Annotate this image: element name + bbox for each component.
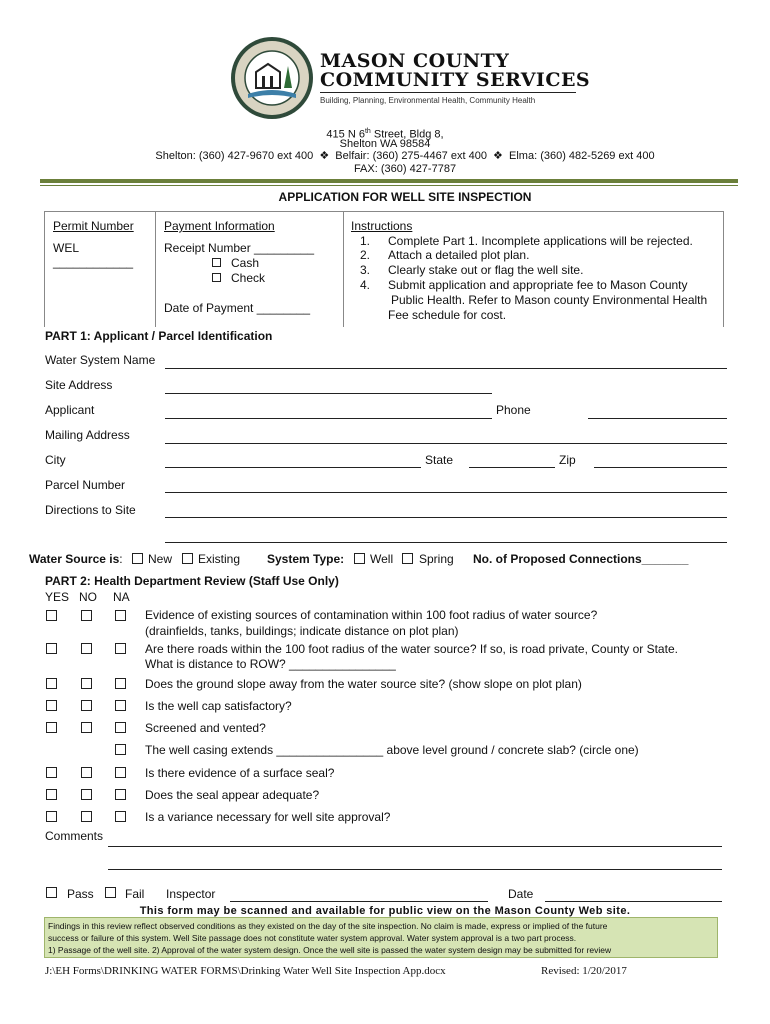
q7-yes-checkbox[interactable] <box>46 767 57 778</box>
part1-heading: PART 1: Applicant / Parcel Identification <box>45 329 273 343</box>
address-suffix: th <box>364 128 371 135</box>
instructions-heading: Instructions <box>351 219 413 233</box>
q9-text: Is a variance necessary for well site approval? <box>145 810 391 824</box>
cash-label: Cash <box>231 256 260 270</box>
well-type-checkbox[interactable] <box>354 553 365 564</box>
q5-text: Screened and vented? <box>145 721 266 735</box>
new-source-checkbox[interactable] <box>132 553 143 564</box>
water-system-name-field[interactable] <box>165 368 727 369</box>
q2-yes-checkbox[interactable] <box>46 643 57 654</box>
q7-no-checkbox[interactable] <box>81 767 92 778</box>
instruction-text-2: Attach a detailed plot plan. <box>388 248 530 262</box>
permit-number-field[interactable]: ____________ <box>53 255 134 269</box>
fax-number: FAX: (360) 427-7787 <box>353 163 457 175</box>
q5-na-checkbox[interactable] <box>115 722 126 733</box>
org-name-line2: COMMUNITY SERVICES <box>320 69 591 91</box>
q6-text: The well casing extends ________________ above level ground / concrete slab? (circle one) <box>145 743 639 757</box>
phone-field[interactable] <box>588 418 727 419</box>
spring-type-label: Spring <box>419 552 454 566</box>
water-source-colon: : <box>119 552 123 566</box>
spring-type-checkbox[interactable] <box>402 553 413 564</box>
instruction-num-1: 1. <box>360 234 371 248</box>
comments-field-line1[interactable] <box>108 846 722 847</box>
q3-text: Does the ground slope away from the water source site? (show slope on plot plan) <box>145 677 582 691</box>
q9-no-checkbox[interactable] <box>81 811 92 822</box>
q4-text: Is the well cap satisfactory? <box>145 699 292 713</box>
existing-source-label: Existing <box>198 552 241 566</box>
footer-file-path: J:\EH Forms\DRINKING WATER FORMS\Drinking Water Well Site Inspection App.docx <box>45 965 446 977</box>
q4-na-checkbox[interactable] <box>115 700 126 711</box>
zip-field[interactable] <box>594 467 727 468</box>
date-of-payment-field[interactable]: Date of Payment ________ <box>164 301 311 315</box>
address-street: 415 N 6 <box>326 128 365 141</box>
disclaimer-line1: Findings in this review reflect observed conditions as they existed on the day of the site inspection. No claim is made, express or implied of the future <box>48 921 608 931</box>
org-tagline: Building, Planning, Environmental Health, Community Health <box>320 96 536 105</box>
column-yes: YES <box>45 590 70 604</box>
pass-checkbox[interactable] <box>46 887 57 898</box>
parcel-number-field[interactable] <box>165 492 727 493</box>
q5-yes-checkbox[interactable] <box>46 722 57 733</box>
directions-field-line1[interactable] <box>165 517 727 518</box>
instruction-num-4: 4. <box>360 278 371 292</box>
q9-na-checkbox[interactable] <box>115 811 126 822</box>
fail-checkbox[interactable] <box>105 887 116 898</box>
city-label: City <box>45 453 66 467</box>
inspector-label: Inspector <box>166 887 216 901</box>
pass-label: Pass <box>67 887 94 901</box>
new-source-label: New <box>148 552 173 566</box>
water-source-label <box>29 552 123 566</box>
q8-no-checkbox[interactable] <box>81 789 92 800</box>
q9-yes-checkbox[interactable] <box>46 811 57 822</box>
q6-na-checkbox[interactable] <box>115 744 126 755</box>
q4-yes-checkbox[interactable] <box>46 700 57 711</box>
state-label: State <box>425 453 454 467</box>
directions-field-line2[interactable] <box>165 542 727 543</box>
footer-revised-date: Revised: 1/20/2017 <box>541 965 627 977</box>
mailing-address-label: Mailing Address <box>45 428 130 442</box>
org-name-line1: MASON COUNTY <box>320 50 510 72</box>
part2-heading: PART 2: Health Department Review (Staff Use Only) <box>45 574 339 588</box>
q1-text-cont: (drainfields, tanks, buildings; indicate distance on plot plan) <box>145 624 459 638</box>
instruction-text-4-cont2: Fee schedule for cost. <box>388 308 507 322</box>
comments-field-line2[interactable] <box>108 869 722 870</box>
date-field[interactable] <box>545 901 722 902</box>
applicant-label: Applicant <box>45 403 95 417</box>
q7-text: Is there evidence of a surface seal? <box>145 766 335 780</box>
q2-text-cont: What is distance to ROW? ________________ <box>145 657 396 671</box>
payment-info-heading: Payment Information <box>164 219 275 233</box>
permit-prefix: WEL <box>53 241 80 255</box>
instruction-num-2: 2. <box>360 248 371 262</box>
column-no: NO <box>79 590 97 604</box>
header-divider-thin <box>40 185 738 186</box>
q2-no-checkbox[interactable] <box>81 643 92 654</box>
system-type-label: System Type: <box>267 552 345 566</box>
q8-na-checkbox[interactable] <box>115 789 126 800</box>
phone-label: Phone <box>496 403 531 417</box>
mailing-address-field[interactable] <box>165 443 727 444</box>
q7-na-checkbox[interactable] <box>115 767 126 778</box>
instruction-text-4: Submit application and appropriate fee to Mason County <box>388 278 688 292</box>
city-field[interactable] <box>165 467 421 468</box>
disclaimer-line2: success or failure of this system. Well Site passage does not constitute water system approval. Water system approval is a two part process. <box>48 933 577 943</box>
cash-checkbox[interactable] <box>212 258 221 267</box>
q1-yes-checkbox[interactable] <box>46 610 57 621</box>
header-divider-bar <box>40 179 738 183</box>
site-address-field[interactable] <box>165 393 492 394</box>
q2-na-checkbox[interactable] <box>115 643 126 654</box>
q3-na-checkbox[interactable] <box>115 678 126 689</box>
site-address-label: Site Address <box>45 378 113 392</box>
receipt-number-field[interactable]: Receipt Number _________ <box>164 241 315 255</box>
inspector-field[interactable] <box>230 901 488 902</box>
q1-text: Evidence of existing sources of contamination within 100 foot radius of water source? <box>145 608 598 622</box>
column-na: NA <box>113 590 130 604</box>
q1-na-checkbox[interactable] <box>115 610 126 621</box>
date-label: Date <box>508 887 534 901</box>
check-checkbox[interactable] <box>212 273 221 282</box>
disclaimer-box <box>44 917 718 958</box>
instruction-text-4-cont1: Public Health. Refer to Mason county Environmental Health <box>391 293 708 307</box>
well-type-label: Well <box>370 552 394 566</box>
permit-number-heading: Permit Number <box>53 219 134 233</box>
directions-label: Directions to Site <box>45 503 136 517</box>
q8-text: Does the seal appear adequate? <box>145 788 320 802</box>
org-underline <box>320 92 576 93</box>
public-notice: This form may be scanned and available for public view on the Mason County Web site. <box>139 905 631 917</box>
county-seal-logo <box>230 36 314 120</box>
instruction-text-3: Clearly stake out or flag the well site. <box>388 263 584 277</box>
q1-no-checkbox[interactable] <box>81 610 92 621</box>
disclaimer-line3: 1) Passage of the well site. 2) Approval of the water system design. Once the well site is passed the water system design may be submitted for review <box>48 945 612 955</box>
q5-no-checkbox[interactable] <box>81 722 92 733</box>
fail-label: Fail <box>125 887 145 901</box>
zip-label: Zip <box>559 453 576 467</box>
proposed-connections-field[interactable]: No. of Proposed Connections_______ <box>473 552 689 566</box>
top-box-divider2 <box>343 211 344 327</box>
top-box-divider1 <box>155 211 156 327</box>
applicant-field[interactable] <box>165 418 492 419</box>
q3-no-checkbox[interactable] <box>81 678 92 689</box>
state-field[interactable] <box>469 467 555 468</box>
parcel-number-label: Parcel Number <box>45 478 126 492</box>
instruction-text-1: Complete Part 1. Incomplete applications will be rejected. <box>388 234 693 248</box>
address-street-rest: Street, Bldg 8, <box>370 128 444 141</box>
office-phones: Shelton: (360) 427-9670 ext 400 ❖ Belfair: (360) 275-4467 ext 400 ❖ Elma: (360) 482-5269 ext 400 <box>155 150 655 162</box>
check-label: Check <box>231 271 266 285</box>
water-system-name-label: Water System Name <box>45 353 156 367</box>
q3-yes-checkbox[interactable] <box>46 678 57 689</box>
form-title: APPLICATION FOR WELL SITE INSPECTION <box>278 190 532 204</box>
q8-yes-checkbox[interactable] <box>46 789 57 800</box>
q4-no-checkbox[interactable] <box>81 700 92 711</box>
address-line2: Shelton WA 98584 <box>339 138 431 150</box>
comments-label: Comments <box>45 829 104 843</box>
q2-text: Are there roads within the 100 foot radius of the water source? If so, is road private, County or State. <box>145 642 678 656</box>
existing-source-checkbox[interactable] <box>182 553 193 564</box>
water-source-text: Water Source is <box>29 552 120 566</box>
instruction-num-3: 3. <box>360 263 371 277</box>
